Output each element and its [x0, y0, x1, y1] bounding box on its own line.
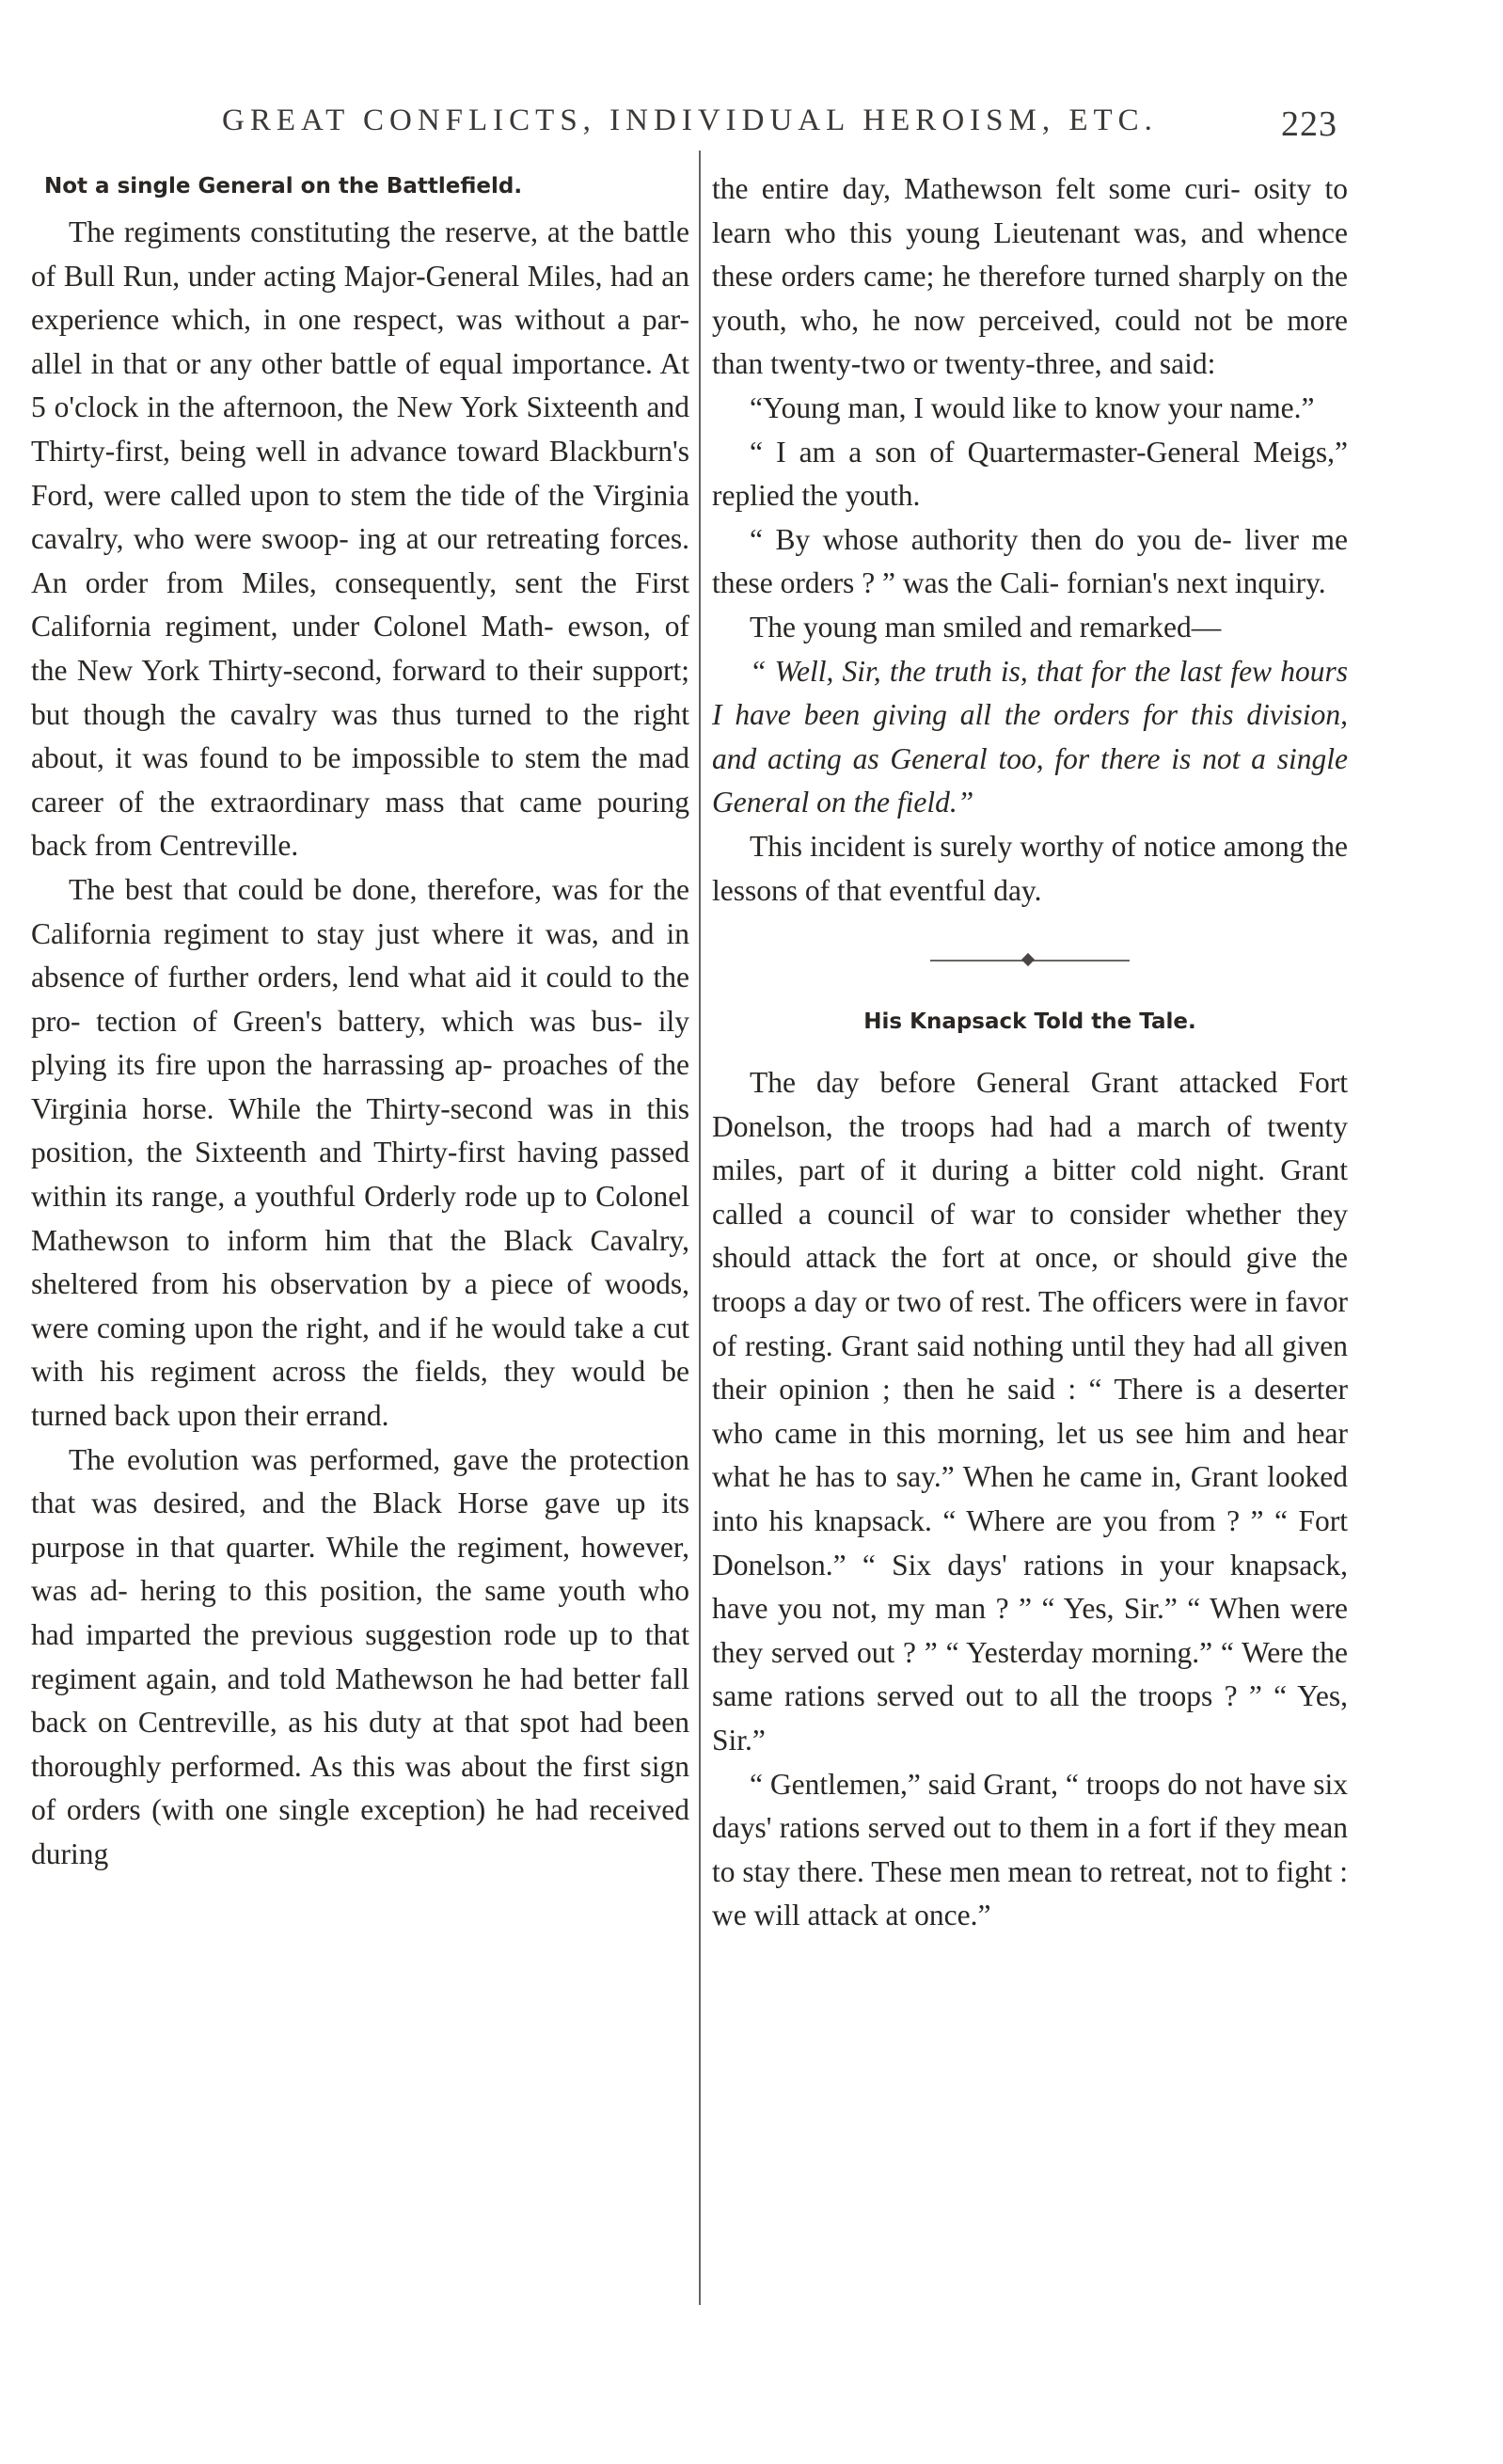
section-heading-battlefield: Not a single General on the Battlefield. — [44, 174, 523, 199]
paragraph: the entire day, Mathewson felt some curi- osity to learn who this young Lieutenant was, and whence these orders came; he therefore turned sharply on the youth, who, he now perceived, could not be more than twenty-two or twenty-three, and said: — [712, 172, 1348, 381]
paragraph: The best that could be done, therefore, was for the California regiment to stay just where it was, and in absence of further orders, lend what aid it could to the pro- tection of Green's battery, which was bus- ily plying its fire upon the harrassing ap- proaches of the Virginia horse. While the Thirty-second was in this position, the Sixteenth and Thirty-first having passed within its range, a youthful Orderly rode up to Colonel Mathewson to inform him that the Black Cavalry, sheltered from his observation by a piece of woods, were coming upon the right, and if he would take a cut with his regiment across the fields, they would be turned back upon their errand. — [31, 872, 689, 1433]
paragraph: The evolution was performed, gave the protection that was desired, and the Black Horse gave up its purpose in that quarter. While the regiment, however, was ad- hering to this position, the same youth who had imparted the previous suggestion rode up to that regiment again, and told Mathewson he had better fall back on Centreville, as his duty at that spot had been thoroughly performed. As this was about the first sign of orders (with one single exception) he had received during — [31, 1442, 689, 1870]
page-header — [0, 103, 1503, 151]
italic-quote: “ Well, Sir, the truth is, that for the last few hours I have been giving all the orders for this division, and acting as General too, for there is not a single General on the field.” — [712, 654, 1348, 819]
paragraph: This incident is surely worthy of notice among the lessons of that eventful day. — [712, 829, 1348, 907]
paragraph: “ I am a son of Quartermaster-General Meigs,” replied the youth. — [712, 435, 1348, 513]
section-heading-knapsack: His Knapsack Told the Tale. — [863, 1009, 1196, 1035]
right-column — [712, 167, 1348, 1938]
running-head: GREAT CONFLICTS, INDIVIDUAL HEROISM, ETC. — [222, 103, 1158, 137]
separator-diamond-icon — [1021, 953, 1035, 966]
column-divider — [699, 151, 701, 2305]
paragraph: The young man smiled and remarked— — [750, 610, 1222, 644]
paragraph: “ By whose authority then do you de- liver me these orders ? ” was the Cali- fornian's next inquiry. — [712, 522, 1348, 600]
paragraph: “Young man, I would like to know your name.” — [750, 390, 1315, 424]
section-separator — [712, 913, 1348, 1003]
paragraph: The regiments constituting the reserve, at the battle of Bull Run, under acting Major-General Miles, had an experience which, in one respect, was without a par- allel in that or any other battle of equal importance. At 5 o'clock in the afternoon, the New York Sixteenth and Thirty-first, being well in advance toward Blackburn's Ford, were called upon to stem the tide of the Virginia cavalry, who were swoop- ing at our retreating forces. An order from Miles, consequently, sent the First California regiment, under Colonel Math- ewson, of the New York Thirty-second, forward to their support; but though the cavalry was thus turned to the right about, it was found to be impossible to stem the mad career of the extraordinary mass that came pouring back from Centreville. — [31, 215, 689, 863]
left-column — [31, 167, 689, 1877]
page-number: 223 — [1281, 104, 1337, 144]
paragraph: “ Gentlemen,” said Grant, “ troops do not have six days' rations served out to them in a fort if they mean to stay there. These men mean to retreat, not to fight : we will attack at once.” — [712, 1767, 1348, 1932]
paragraph: The day before General Grant attacked Fort Donelson, the troops had had a march of twenty miles, part of it during a bitter cold night. Grant called a council of war to consider whether they should attack the fort at once, or should give the troops a day or two of rest. The officers were in favor of resting. Grant said nothing until they had all given their opinion ; then he said : “ There is a deserter who came in this morning, let us see him and hear what he has to say.” When he came in, Grant looked into his knapsack. “ Where are you from ? ” “ Fort Donelson.” “ Six days' rations in your knapsack, have you not, my man ? ” “ Yes, Sir.” “ When were they served out ? ” “ Yesterday morning.” “ Were the same rations served out to all the troops ? ” “ Yes, Sir.” — [712, 1066, 1348, 1757]
